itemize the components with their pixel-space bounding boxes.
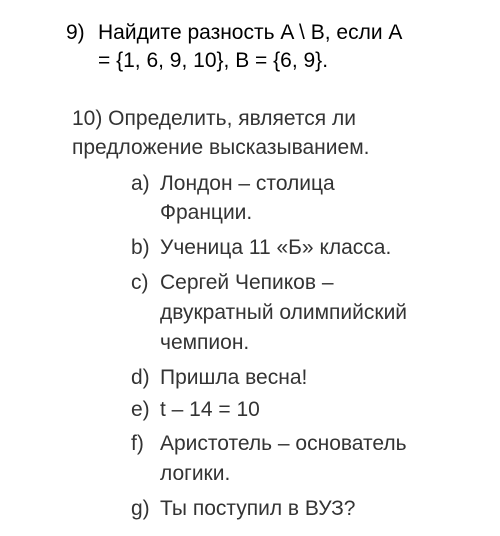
option-c-line-2: двукратный олимпийский	[160, 301, 408, 324]
task-9-number: 9)	[66, 21, 85, 44]
task-10-text-line-2: предложение высказыванием.	[72, 136, 370, 159]
option-d-marker: d)	[131, 366, 150, 389]
option-e-marker: e)	[131, 398, 150, 421]
option-b-line-1: Ученица 11 «Б» класса.	[160, 236, 392, 259]
option-c-line-3: чемпион.	[160, 331, 250, 354]
option-f-line-2: логики.	[160, 462, 231, 485]
option-g-line-1: Ты поступил в ВУЗ?	[160, 497, 356, 520]
option-f-marker: f)	[131, 432, 144, 455]
option-c-line-1: Сергей Чепиков –	[160, 271, 334, 294]
option-a-line-1: Лондон – столица	[160, 172, 335, 195]
task-9-text-line-1: Найдите разность A \ B, если A	[98, 21, 403, 44]
option-b-marker: b)	[131, 236, 150, 259]
option-d-line-1: Пришла весна!	[160, 366, 308, 389]
option-f-line-1: Аристотель – основатель	[160, 432, 407, 455]
option-g-marker: g)	[131, 497, 150, 520]
task-10-text-line-1: 10) Определить, является ли	[72, 107, 356, 130]
task-9-text-line-2: = {1, 6, 9, 10}, B = {6, 9}.	[98, 49, 329, 72]
option-a-marker: a)	[131, 172, 150, 195]
option-c-marker: c)	[131, 271, 149, 294]
option-a-line-2: Франции.	[160, 201, 253, 224]
option-e-line-1: t – 14 = 10	[160, 398, 260, 421]
